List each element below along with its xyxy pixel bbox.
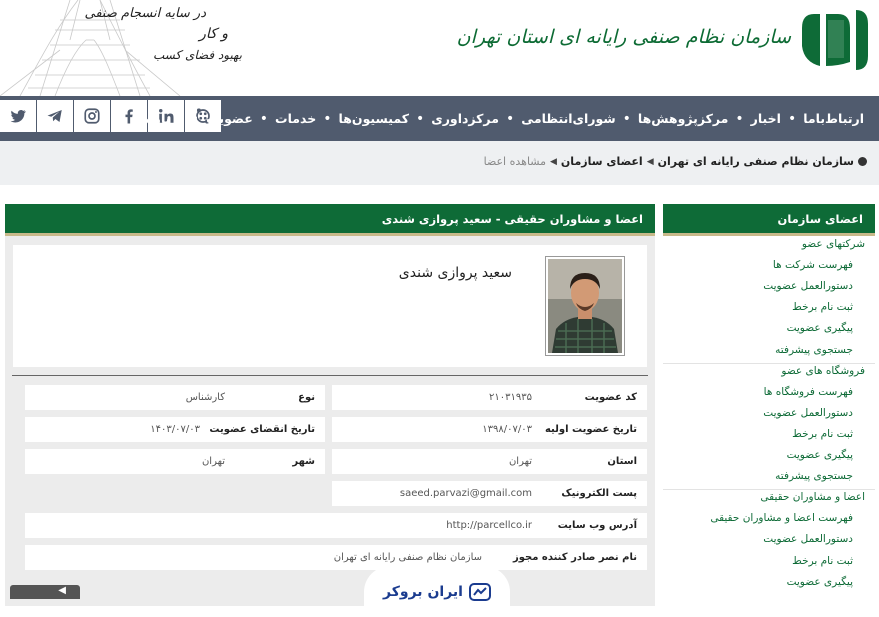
sidebar-item[interactable]: پیگیری عضویت bbox=[786, 449, 853, 461]
sidebar-title: اعضای سازمان bbox=[663, 204, 875, 236]
sidebar-item[interactable]: پیگیری عضویت bbox=[786, 322, 853, 335]
sidebar-separator bbox=[663, 363, 875, 364]
site-header bbox=[0, 0, 879, 96]
menu-separator: • bbox=[505, 110, 515, 127]
member-name: سعید پروازی شندی bbox=[398, 265, 512, 281]
sidebar-item[interactable]: پیگیری عضویت bbox=[786, 575, 853, 588]
telegram-button[interactable] bbox=[37, 100, 73, 132]
section-divider bbox=[12, 375, 648, 376]
field-label: آدرس وب سایت bbox=[557, 520, 637, 531]
field-website bbox=[25, 513, 647, 538]
chevron-left-icon: ◀ bbox=[550, 156, 557, 167]
field-value: ۱۳۹۸/۰۷/۰۳ bbox=[482, 424, 532, 435]
field-label: پست الکترونیک bbox=[561, 488, 637, 499]
sidebar-item[interactable]: دستورالعمل عضویت bbox=[763, 406, 853, 419]
sidebar-group-1[interactable]: فروشگاه های عضو bbox=[781, 364, 865, 377]
menu-separator: • bbox=[190, 110, 200, 127]
field-issuer bbox=[25, 545, 647, 570]
nav-item-label: ارتباط‌باما bbox=[803, 111, 864, 126]
field-value: تهران bbox=[201, 456, 225, 467]
nav-item-6[interactable] bbox=[637, 111, 730, 126]
member-photo bbox=[545, 256, 625, 356]
field-city bbox=[25, 449, 325, 474]
sidebar-group-0[interactable]: شرکتهای عضو bbox=[801, 238, 865, 250]
field-expiry bbox=[25, 417, 325, 442]
field-email bbox=[332, 481, 647, 506]
field-type bbox=[25, 385, 325, 410]
nav-item-7[interactable] bbox=[750, 111, 782, 126]
header-slogan bbox=[84, 4, 242, 70]
sidebar-group-2[interactable]: اعضا و مشاوران حقیقی bbox=[760, 491, 865, 504]
breadcrumb bbox=[484, 155, 867, 168]
nav-item-4[interactable] bbox=[430, 111, 500, 126]
breadcrumb-link-members[interactable]: اعضای سازمان bbox=[560, 155, 643, 168]
broker-logo-icon bbox=[469, 583, 491, 601]
telegram-icon bbox=[46, 107, 64, 125]
globe-icon bbox=[858, 157, 867, 166]
scroll-widget[interactable]: ◀ bbox=[10, 585, 80, 599]
sidebar-item[interactable]: ثبت نام برخط bbox=[792, 301, 853, 314]
sidebar-item[interactable]: جستجوی پیشرفته bbox=[775, 343, 853, 356]
field-label: تاریخ انقضای عضویت bbox=[209, 424, 315, 435]
sidebar-separator bbox=[663, 489, 875, 490]
org-logo[interactable] bbox=[798, 6, 872, 74]
sidebar-item[interactable]: دستورالعمل عضویت bbox=[763, 280, 853, 293]
field-value[interactable]: http://parcellco.ir bbox=[446, 520, 532, 531]
menu-separator: • bbox=[735, 110, 744, 127]
breadcrumb-current: مشاهده اعضا bbox=[483, 155, 546, 168]
sidebar-item[interactable]: فهرست فروشگاه ها bbox=[763, 385, 853, 398]
field-province bbox=[332, 449, 647, 474]
sidebar-item[interactable]: ثبت نام برخط bbox=[792, 427, 853, 440]
nav-item-3[interactable] bbox=[338, 111, 410, 126]
slogan-line-3: بهبود فضای کسب bbox=[152, 48, 242, 62]
field-label: کد عضویت bbox=[584, 392, 637, 403]
nav-item-8[interactable] bbox=[802, 111, 865, 126]
field-value: ۱۴۰۳/۰۷/۰۳ bbox=[150, 424, 200, 435]
field-label: نام نصر صادر کننده مجوز bbox=[513, 552, 637, 563]
nav-item-label: شورای‌انتظامی bbox=[521, 111, 616, 126]
instagram-icon bbox=[83, 107, 101, 125]
org-name: سازمان نظام صنفی رایانه ای استان تهران bbox=[456, 26, 791, 48]
menu-separator: • bbox=[787, 110, 797, 127]
iran-broker-badge[interactable] bbox=[364, 566, 510, 617]
field-label: استان bbox=[607, 456, 637, 467]
nav-item-label: عضویت bbox=[206, 111, 253, 126]
field-value: saeed.parvazi@gmail.com bbox=[399, 488, 532, 499]
instagram-button[interactable] bbox=[74, 100, 110, 132]
main-panel-title: اعضا و مشاوران حقیقی - سعید پروازی شندی bbox=[5, 204, 655, 236]
sidebar-item[interactable]: فهرست شرکت ها bbox=[772, 259, 853, 272]
field-value: ۲۱۰۳۱۹۳۵ bbox=[489, 392, 532, 403]
slogan-line-2: و کار bbox=[199, 26, 228, 42]
field-label: نوع bbox=[298, 392, 315, 403]
field-label: تاریخ عضویت اولیه bbox=[544, 424, 637, 435]
nav-item-label: مرکزپژوهش‌ها bbox=[637, 111, 729, 126]
main-menu bbox=[133, 96, 865, 141]
nav-item-label: خدمات bbox=[275, 111, 317, 126]
chevron-left-icon: ◀ bbox=[646, 156, 654, 167]
badge-text: ایران بروکر bbox=[383, 583, 463, 600]
menu-separator: • bbox=[416, 110, 425, 127]
menu-separator: • bbox=[259, 110, 269, 127]
twitter-button[interactable] bbox=[0, 100, 36, 132]
sidebar-item[interactable]: فهرست اعضا و مشاوران حقیقی bbox=[710, 512, 853, 525]
nav-item-0[interactable] bbox=[133, 111, 185, 126]
field-first-membership bbox=[332, 417, 647, 442]
field-value: کارشناس bbox=[185, 392, 225, 403]
field-member-code bbox=[332, 385, 647, 410]
nav-item-label: کمیسیون‌ها bbox=[338, 111, 409, 126]
twitter-icon bbox=[9, 107, 27, 125]
sidebar-item[interactable]: دستورالعمل عضویت bbox=[763, 533, 853, 546]
nav-item-label: درباره‌ما bbox=[133, 111, 184, 126]
menu-separator: • bbox=[323, 110, 332, 127]
nav-item-1[interactable] bbox=[205, 111, 254, 126]
breadcrumb-bar bbox=[0, 141, 879, 185]
nav-item-2[interactable] bbox=[274, 111, 317, 126]
field-label: شهر bbox=[292, 456, 315, 467]
nav-item-label: مرکزداوری bbox=[431, 111, 499, 126]
nav-item-5[interactable] bbox=[520, 111, 616, 126]
field-value: سازمان نظام صنفی رایانه ای تهران bbox=[333, 552, 482, 563]
sidebar-item[interactable]: ثبت نام برخط bbox=[792, 554, 853, 567]
nav-item-label: اخبار bbox=[750, 111, 781, 126]
menu-separator: • bbox=[622, 110, 631, 127]
slogan-line-1: در سایه انسجام صنفی bbox=[84, 6, 206, 21]
field-value: تهران bbox=[508, 456, 532, 467]
main-nav bbox=[0, 96, 879, 141]
sidebar-item[interactable]: جستجوی پیشرفته bbox=[775, 470, 853, 483]
breadcrumb-link-home[interactable]: سازمان نظام صنفی رایانه ای تهران bbox=[657, 155, 854, 168]
